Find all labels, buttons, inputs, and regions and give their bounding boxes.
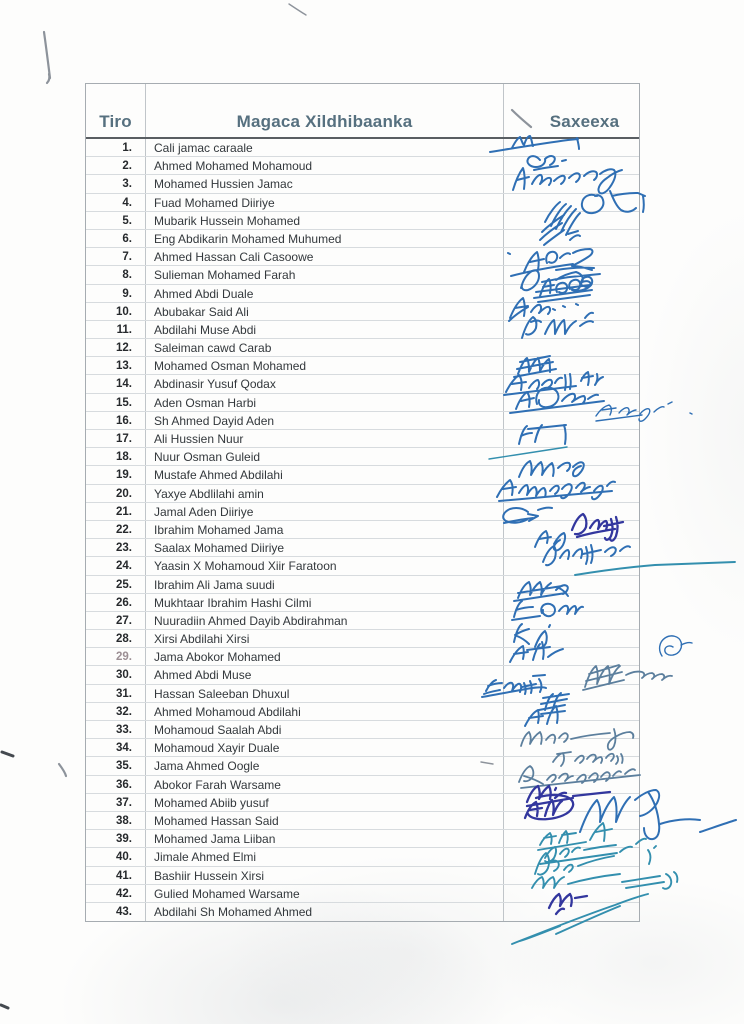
member-name: Sulieman Mohamed Farah (146, 266, 504, 283)
member-name: Abubakar Said Ali (146, 303, 504, 320)
row-number: 1. (86, 139, 146, 156)
member-name: Ali Hussien Nuur (146, 430, 504, 447)
table-row (86, 721, 639, 739)
table-row (86, 885, 639, 903)
row-number: 3. (86, 175, 146, 192)
signature-cell (504, 266, 639, 283)
row-number: 37. (86, 794, 146, 811)
header-tiro: Tiro (86, 84, 146, 137)
table-row (86, 612, 639, 630)
row-number: 8. (86, 266, 146, 283)
table-row (86, 594, 639, 612)
row-number: 39. (86, 830, 146, 847)
row-number: 14. (86, 375, 146, 392)
row-number: 25. (86, 576, 146, 593)
table-row (86, 194, 639, 212)
signature-cell (504, 648, 639, 665)
signature-cell (504, 230, 639, 247)
member-name: Saleiman cawd Carab (146, 339, 504, 356)
member-name: Jama Abokor Mohamed (146, 648, 504, 665)
table-row (86, 685, 639, 703)
member-name: Mukhtaar Ibrahim Hashi Cilmi (146, 594, 504, 611)
signature-cell (504, 248, 639, 265)
pen-mark (59, 764, 66, 776)
row-number: 15. (86, 394, 146, 411)
signature-cell (504, 794, 639, 811)
table-row (86, 503, 639, 521)
row-number: 26. (86, 594, 146, 611)
signature-cell (504, 721, 639, 738)
member-name: Mohamed Hussien Jamac (146, 175, 504, 192)
signature-cell (504, 594, 639, 611)
table-row (86, 521, 639, 539)
row-number: 7. (86, 248, 146, 265)
table-row (86, 339, 639, 357)
row-number: 27. (86, 612, 146, 629)
row-number: 19. (86, 466, 146, 483)
member-name: Eng Abdikarin Mohamed Muhumed (146, 230, 504, 247)
pen-mark (289, 4, 306, 15)
member-name: Ahmed Mohamed Mohamoud (146, 157, 504, 174)
signature-cell (504, 303, 639, 320)
table-row (86, 175, 639, 193)
table-body (86, 139, 639, 921)
row-number: 5. (86, 212, 146, 229)
signature-cell (504, 739, 639, 756)
row-number: 2. (86, 157, 146, 174)
row-number: 24. (86, 557, 146, 574)
table-row (86, 576, 639, 594)
table-row (86, 412, 639, 430)
table-row (86, 903, 639, 921)
signature-table (85, 83, 640, 922)
signature-cell (504, 412, 639, 429)
signature-cell (504, 539, 639, 556)
table-row (86, 776, 639, 794)
row-number: 32. (86, 703, 146, 720)
signature-cell (504, 194, 639, 211)
table-row (86, 285, 639, 303)
member-name: Mohamoud Saalah Abdi (146, 721, 504, 738)
member-name: Ibrahim Ali Jama suudi (146, 576, 504, 593)
table-row (86, 757, 639, 775)
signature-cell (504, 576, 639, 593)
signature-ink (660, 636, 692, 656)
header-signature: Saxeexa (549, 112, 620, 131)
pen-mark (44, 32, 50, 83)
member-name: Nuur Osman Guleid (146, 448, 504, 465)
signature-cell (504, 685, 639, 702)
row-number: 29. (86, 648, 146, 665)
table-row (86, 266, 639, 284)
signature-cell (504, 321, 639, 338)
signature-cell (504, 776, 639, 793)
row-number: 6. (86, 230, 146, 247)
row-number: 18. (86, 448, 146, 465)
signature-cell (504, 212, 639, 229)
row-number: 12. (86, 339, 146, 356)
member-name: Yaxye Abdlilahi amin (146, 485, 504, 502)
member-name: Jimale Ahmed Elmi (146, 848, 504, 865)
member-name: Mohamed Hassan Said (146, 812, 504, 829)
signature-cell (504, 848, 639, 865)
member-name: Nuuradiin Ahmed Dayib Abdirahman (146, 612, 504, 629)
member-name: Abdinasir Yusuf Qodax (146, 375, 504, 392)
row-number: 33. (86, 721, 146, 738)
signature-cell (504, 339, 639, 356)
member-name: Jama Ahmed Oogle (146, 757, 504, 774)
signature-cell (504, 485, 639, 502)
member-name: Abokor Farah Warsame (146, 776, 504, 793)
row-number: 34. (86, 739, 146, 756)
row-number: 28. (86, 630, 146, 647)
signature-cell (504, 357, 639, 374)
table-row (86, 321, 639, 339)
row-number: 4. (86, 194, 146, 211)
table-row (86, 848, 639, 866)
signature-cell (504, 830, 639, 847)
header-name: Magaca Xildhibaanka (146, 84, 504, 137)
table-row (86, 375, 639, 393)
row-number: 43. (86, 903, 146, 921)
table-header-row (86, 84, 639, 139)
signature-cell (504, 285, 639, 302)
member-name: Mubarik Hussein Mohamed (146, 212, 504, 229)
signature-cell (504, 757, 639, 774)
member-name: Abdilahi Muse Abdi (146, 321, 504, 338)
row-number: 13. (86, 357, 146, 374)
member-name: Ahmed Hassan Cali Casoowe (146, 248, 504, 265)
member-name: Mohamed Abiib yusuf (146, 794, 504, 811)
table-row (86, 466, 639, 484)
member-name: Abdilahi Sh Mohamed Ahmed (146, 903, 504, 921)
table-row (86, 357, 639, 375)
row-number: 30. (86, 666, 146, 683)
member-name: Mohamed Osman Mohamed (146, 357, 504, 374)
table-row (86, 739, 639, 757)
signature-cell (504, 521, 639, 538)
table-row (86, 703, 639, 721)
member-name: Ahmed Abdi Duale (146, 285, 504, 302)
table-row (86, 303, 639, 321)
signature-cell (504, 867, 639, 884)
table-row (86, 157, 639, 175)
row-number: 22. (86, 521, 146, 538)
member-name: Saalax Mohamed Diiriye (146, 539, 504, 556)
table-row (86, 430, 639, 448)
table-row (86, 485, 639, 503)
table-row (86, 557, 639, 575)
pen-mark (1, 1005, 8, 1008)
table-row (86, 212, 639, 230)
member-name: Bashiir Hussein Xirsi (146, 867, 504, 884)
member-name: Ahmed Mohamoud Abdilahi (146, 703, 504, 720)
signature-cell (504, 703, 639, 720)
member-name: Cali jamac caraale (146, 139, 504, 156)
member-name: Aden Osman Harbi (146, 394, 504, 411)
table-row (86, 830, 639, 848)
table-row (86, 867, 639, 885)
table-row (86, 630, 639, 648)
row-number: 31. (86, 685, 146, 702)
signature-cell (504, 885, 639, 902)
table-row (86, 539, 639, 557)
table-row (86, 230, 639, 248)
row-number: 9. (86, 285, 146, 302)
member-name: Hassan Saleeban Dhuxul (146, 685, 504, 702)
signature-cell (504, 466, 639, 483)
signature-cell (504, 557, 639, 574)
table-row (86, 666, 639, 684)
table-row (86, 248, 639, 266)
signature-cell (504, 503, 639, 520)
member-name: Yaasin X Mohamoud Xiir Faratoon (146, 557, 504, 574)
signature-cell (504, 666, 639, 683)
member-name: Mohamoud Xayir Duale (146, 739, 504, 756)
table-row (86, 448, 639, 466)
row-number: 23. (86, 539, 146, 556)
member-name: Fuad Mohamed Diiriye (146, 194, 504, 211)
row-number: 40. (86, 848, 146, 865)
signature-cell (504, 430, 639, 447)
signature-cell (504, 157, 639, 174)
row-number: 41. (86, 867, 146, 884)
signature-cell (504, 612, 639, 629)
row-number: 11. (86, 321, 146, 338)
row-number: 36. (86, 776, 146, 793)
member-name: Gulied Mohamed Warsame (146, 885, 504, 902)
row-number: 42. (86, 885, 146, 902)
signature-cell (504, 448, 639, 465)
table-row (86, 139, 639, 157)
member-name: Sh Ahmed Dayid Aden (146, 412, 504, 429)
member-name: Ibrahim Mohamed Jama (146, 521, 504, 538)
table-row (86, 394, 639, 412)
member-name: Xirsi Abdilahi Xirsi (146, 630, 504, 647)
signature-cell (504, 175, 639, 192)
row-number: 21. (86, 503, 146, 520)
table-row (86, 648, 639, 666)
table-row (86, 812, 639, 830)
row-number: 20. (86, 485, 146, 502)
signature-cell (504, 375, 639, 392)
signature-cell (504, 630, 639, 647)
signature-cell (504, 812, 639, 829)
member-name: Mustafe Ahmed Abdilahi (146, 466, 504, 483)
row-number: 38. (86, 812, 146, 829)
member-name: Ahmed Abdi Muse (146, 666, 504, 683)
row-number: 16. (86, 412, 146, 429)
signature-cell (504, 903, 639, 921)
row-number: 10. (86, 303, 146, 320)
table-row (86, 794, 639, 812)
signature-cell (504, 394, 639, 411)
member-name: Mohamed Jama Liiban (146, 830, 504, 847)
pen-mark (2, 752, 13, 756)
signature-cell (504, 139, 639, 156)
row-number: 17. (86, 430, 146, 447)
member-name: Jamal Aden Diiriye (146, 503, 504, 520)
row-number: 35. (86, 757, 146, 774)
